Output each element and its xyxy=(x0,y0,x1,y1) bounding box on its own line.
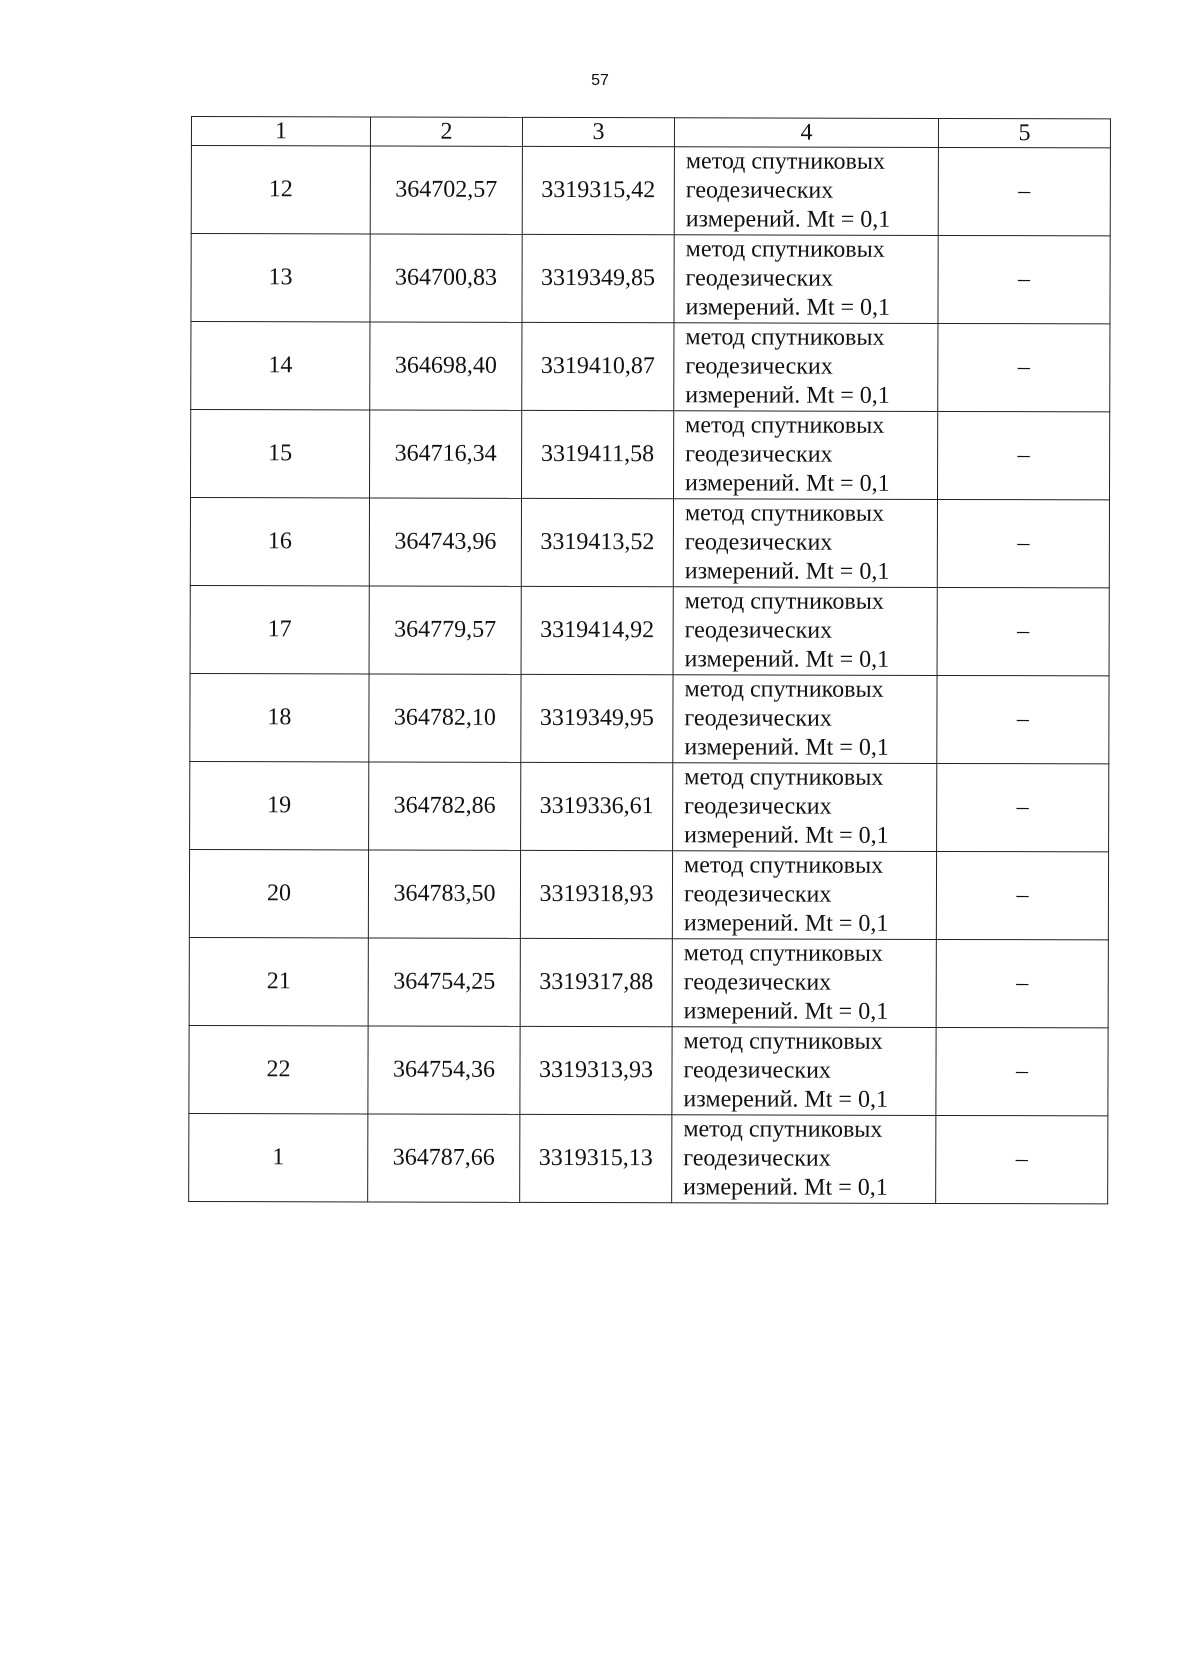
table-row xyxy=(190,585,1109,675)
note-dash: – xyxy=(1017,618,1030,645)
table-row xyxy=(189,1113,1108,1203)
note-cell xyxy=(938,235,1110,323)
method-text: метод спутниковых геодезических измерений. Mt = 0,1 xyxy=(683,940,889,1025)
table-row xyxy=(189,937,1108,1027)
note-dash: – xyxy=(1016,882,1029,909)
method-cell xyxy=(674,323,938,412)
method-cell xyxy=(674,235,938,324)
coordinate-y: 3319317,88 xyxy=(520,938,672,1026)
note-cell xyxy=(936,1115,1108,1203)
point-number: 21 xyxy=(189,937,368,1025)
method-text: метод спутниковых геодезических измерений. Mt = 0,1 xyxy=(684,676,889,761)
table-row xyxy=(191,322,1110,412)
coordinate-x: 364782,86 xyxy=(369,762,521,850)
method-cell xyxy=(672,1027,936,1116)
point-number: 22 xyxy=(189,1025,368,1113)
coordinate-y: 3319413,52 xyxy=(521,498,673,586)
method-cell xyxy=(673,587,937,676)
header-col-4: 4 xyxy=(674,118,938,148)
coordinate-x: 364743,96 xyxy=(369,498,521,586)
note-cell xyxy=(937,763,1109,851)
coordinate-y: 3319414,92 xyxy=(521,586,673,674)
coordinate-x: 364779,57 xyxy=(369,586,521,674)
method-text: метод спутниковых геодезических измерений. Mt = 0,1 xyxy=(684,764,889,849)
method-text: метод спутниковых геодезических измерений. Mt = 0,1 xyxy=(684,588,890,673)
coordinate-x: 364700,83 xyxy=(370,234,522,322)
method-cell xyxy=(673,499,937,588)
table-row xyxy=(190,761,1109,851)
method-cell xyxy=(672,851,936,940)
coordinate-x: 364698,40 xyxy=(370,322,522,410)
note-dash: – xyxy=(1016,706,1029,733)
note-dash: – xyxy=(1016,970,1029,997)
coordinate-y: 3319315,13 xyxy=(520,1114,672,1202)
method-text: метод спутниковых геодезических измерений. Mt = 0,1 xyxy=(685,236,891,321)
point-number: 12 xyxy=(191,146,370,234)
method-cell xyxy=(672,1115,936,1204)
coordinate-x: 364754,36 xyxy=(368,1026,520,1114)
table-row xyxy=(191,234,1110,324)
note-cell xyxy=(936,1027,1108,1115)
coordinate-x: 364783,50 xyxy=(368,850,520,938)
point-number: 20 xyxy=(189,849,368,937)
coordinate-y: 3319411,58 xyxy=(522,410,674,498)
note-dash: – xyxy=(1018,266,1031,293)
method-cell xyxy=(672,939,936,1028)
method-cell xyxy=(673,763,937,852)
table-row xyxy=(191,146,1110,236)
note-dash: – xyxy=(1015,1146,1028,1173)
coordinate-x: 364754,25 xyxy=(368,938,520,1026)
table-row xyxy=(189,1025,1108,1115)
method-text: метод спутниковых геодезических измерений. Mt = 0,1 xyxy=(683,1028,889,1113)
method-text: метод спутниковых геодезических измерений. Mt = 0,1 xyxy=(685,324,890,409)
coordinate-x: 364716,34 xyxy=(370,410,522,498)
table-header-row xyxy=(191,117,1110,148)
note-dash: – xyxy=(1017,530,1030,557)
point-number: 17 xyxy=(190,585,369,673)
point-number: 1 xyxy=(189,1113,368,1201)
point-number: 16 xyxy=(190,498,369,586)
table-row xyxy=(191,410,1110,500)
table-row xyxy=(189,849,1108,939)
note-cell xyxy=(937,675,1109,763)
note-dash: – xyxy=(1017,354,1030,381)
header-col-5: 5 xyxy=(938,118,1110,147)
note-cell xyxy=(936,851,1108,939)
point-number: 15 xyxy=(191,410,370,498)
coordinate-y: 3319313,93 xyxy=(520,1026,672,1114)
method-cell xyxy=(673,675,937,764)
table-row xyxy=(190,673,1109,763)
note-dash: – xyxy=(1015,1058,1029,1085)
coordinate-x: 364702,57 xyxy=(370,146,522,234)
header-col-2: 2 xyxy=(370,117,522,146)
header-col-1: 1 xyxy=(191,117,370,146)
point-number: 18 xyxy=(190,673,369,761)
coordinate-y: 3319318,93 xyxy=(520,850,672,938)
coordinate-x: 364782,10 xyxy=(369,674,521,762)
note-cell xyxy=(938,147,1110,235)
note-cell xyxy=(938,323,1110,411)
coordinate-y: 3319336,61 xyxy=(521,762,673,850)
method-text: метод спутниковых геодезических измерений. Mt = 0,1 xyxy=(683,1116,888,1201)
point-number: 19 xyxy=(190,761,369,849)
note-cell xyxy=(937,411,1109,499)
note-dash: – xyxy=(1018,178,1031,205)
method-cell xyxy=(673,411,937,500)
page-number: 57 xyxy=(591,72,609,89)
table-row xyxy=(190,498,1109,588)
method-text: метод спутниковых геодезических измерений. Mt = 0,1 xyxy=(685,412,890,497)
method-text: метод спутниковых геодезических измерений. Mt = 0,1 xyxy=(684,500,890,585)
coordinate-y: 3319349,85 xyxy=(522,234,674,322)
note-cell xyxy=(937,499,1109,587)
coordinate-y: 3319349,95 xyxy=(521,674,673,762)
method-text: метод спутниковых геодезических измерений. Mt = 0,1 xyxy=(683,852,889,937)
method-text: метод спутниковых геодезических измерений. Mt = 0,1 xyxy=(685,148,891,233)
note-cell xyxy=(937,587,1109,675)
note-cell xyxy=(936,939,1108,1027)
point-number: 14 xyxy=(191,322,370,410)
point-number: 13 xyxy=(191,234,370,322)
method-cell xyxy=(674,147,938,236)
note-dash: – xyxy=(1017,442,1030,469)
coordinate-y: 3319410,87 xyxy=(522,322,674,410)
coordinate-x: 364787,66 xyxy=(368,1114,520,1202)
coordinate-y: 3319315,42 xyxy=(522,146,674,234)
note-dash: – xyxy=(1016,794,1029,821)
header-col-3: 3 xyxy=(522,117,674,146)
coordinates-table xyxy=(188,116,1111,1204)
